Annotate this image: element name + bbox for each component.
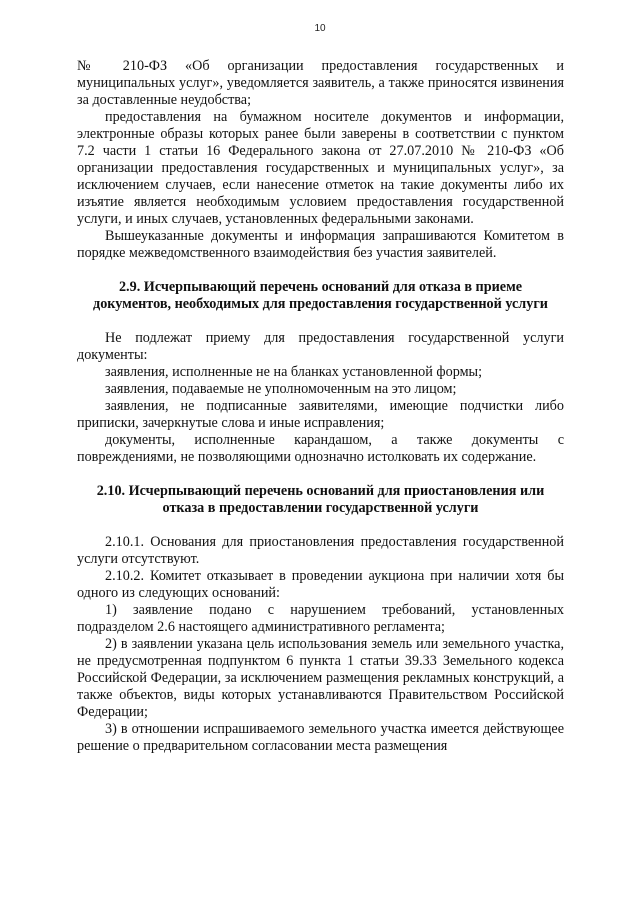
list-item: заявления, не подписанные заявителями, имеющие подчистки либо приписки, зачеркнутые слова и иные исправления; <box>77 398 564 431</box>
section-heading-2-10: 2.10. Исчерпывающий перечень оснований для приостановления или отказа в предоставлении государственной услуги <box>96 483 545 516</box>
list-item: документы, исполненные карандашом, а также документы с повреждениями, не позволяющими однозначно истолковать их содержание. <box>77 432 564 465</box>
list-item: 1) заявление подано с нарушением требований, установленных подразделом 2.6 настоящего административного регламента; <box>77 602 564 635</box>
paragraph: предоставления на бумажном носителе документов и информации, электронные образы которых ранее были заверены в соответствии с пунктом 7.2 части 1 статьи 16 Федерального закона от 27.07.2010 № 210-ФЗ «Об организации предоставления государственных и муниципальных услуг», за исключением случаев, если нанесение отметок на такие документы либо их изъятие является необходимым условием предоставления государственной услуги, и иных случаев, установленных федеральными законами. <box>77 109 564 227</box>
paragraph: № 210-ФЗ «Об организации предоставления государственных и муниципальных услуг», уведомляется заявитель, а также приносятся извинения за доставленные неудобства; <box>77 58 564 108</box>
list-item: заявления, исполненные не на бланках установленной формы; <box>105 364 483 380</box>
paragraph: Не подлежат приему для предоставления государственной услуги документы: <box>77 330 564 363</box>
section-heading-2-9: 2.9. Исчерпывающий перечень оснований для отказа в приеме документов, необходимых для предоставления государственной услуги <box>93 279 548 312</box>
list-item: 3) в отношении испрашиваемого земельного участка имеется действующее решение о предварительном согласовании места размещения <box>77 721 564 754</box>
page-number: 10 <box>314 23 326 34</box>
paragraph: 2.10.1. Основания для приостановления предоставления государственной услуги отсутствуют. <box>77 534 564 567</box>
paragraph: Вышеуказанные документы и информация запрашиваются Комитетом в порядке межведомственного взаимодействия без участия заявителей. <box>77 228 564 261</box>
list-item: заявления, подаваемые не уполномоченным на это лицом; <box>105 381 457 397</box>
list-item: 2) в заявлении указана цель использования земель или земельного участка, не предусмотренная подпунктом 6 пункта 1 статьи 39.33 Земельного кодекса Российской Федерации, за исключением размещения рекламных конструкций, а также объектов, виды которых устанавливаются Правительством Российской Федерации; <box>77 636 564 720</box>
paragraph: 2.10.2. Комитет отказывает в проведении аукциона при наличии хотя бы одного из следующих оснований: <box>77 568 564 601</box>
document-body <box>77 58 564 755</box>
